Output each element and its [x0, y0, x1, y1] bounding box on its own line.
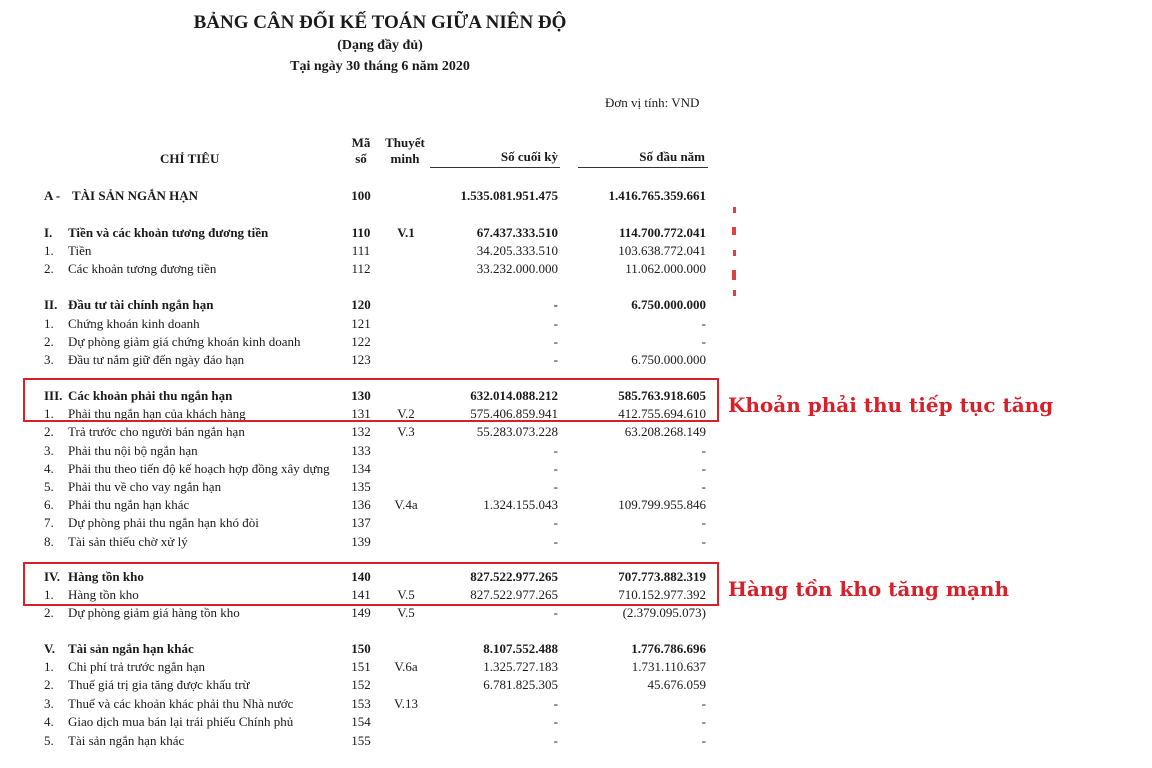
inventory-annotation: Hàng tồn kho tăng mạnh: [728, 577, 1010, 601]
row-value-end: -: [553, 696, 558, 711]
row-number: 7.: [44, 515, 54, 530]
row-code: 111: [351, 243, 371, 258]
row-value-start: 710.152.977.392: [618, 587, 706, 602]
row-value-start: -: [701, 733, 706, 748]
row-value-start: -: [701, 316, 706, 331]
row-label: Dự phòng giảm giá chứng khoán kinh doanh: [68, 334, 301, 349]
row-number: I.: [44, 225, 53, 240]
stamp-mark: [730, 205, 740, 305]
row-code: 154: [351, 714, 371, 729]
row-code: 155: [351, 733, 371, 748]
row-code: 149: [351, 605, 371, 620]
row-value-end: 8.107.552.488: [483, 641, 558, 656]
row-value-start: -: [701, 696, 706, 711]
row-note: V.6a: [394, 659, 418, 674]
row-number: 3.: [44, 352, 54, 367]
row-code: 110: [351, 225, 371, 240]
row-value-end: 6.781.825.305: [483, 677, 558, 692]
row-number: 2.: [44, 261, 54, 276]
row-code: 139: [351, 534, 371, 549]
row-label: Phải thu ngắn hạn của khách hàng: [68, 406, 246, 421]
row-value-end: 827.522.977.265: [470, 569, 558, 584]
row-number: 1.: [44, 659, 54, 674]
row-label: Thuế và các khoản khác phải thu Nhà nước: [68, 696, 294, 711]
row-value-start: 412.755.694.610: [618, 406, 706, 421]
row-number: 4.: [44, 461, 54, 476]
header-thuyet-minh-line1: Thuyết: [385, 135, 425, 150]
row-value-end: -: [553, 443, 558, 458]
unit-label: Đơn vị tính: VND: [605, 95, 700, 110]
row-value-end: -: [553, 714, 558, 729]
row-code: 136: [351, 497, 371, 512]
doc-title: BẢNG CÂN ĐỐI KẾ TOÁN GIỮA NIÊN ĐỘ: [193, 12, 567, 33]
row-number: 1.: [44, 587, 54, 602]
row-label: Tài sản thiếu chờ xử lý: [68, 534, 188, 549]
row-value-start: (2.379.095.073): [622, 605, 706, 620]
header-chi-tieu: CHỈ TIÊU: [160, 151, 220, 166]
row-note: V.1: [397, 225, 415, 240]
header-so-dau-nam: Số đầu năm: [639, 149, 705, 164]
row-number: 2.: [44, 334, 54, 349]
header-rule-end: [430, 167, 560, 168]
row-value-start: -: [701, 515, 706, 530]
row-value-start: -: [701, 461, 706, 476]
row-number: 2.: [44, 605, 54, 620]
doc-date: Tại ngày 30 tháng 6 năm 2020: [290, 59, 470, 74]
row-label: Hàng tồn kho: [68, 587, 139, 602]
row-value-end: 55.283.073.228: [476, 424, 558, 439]
row-label: Trả trước cho người bán ngắn hạn: [68, 424, 245, 439]
row-note: V.13: [394, 696, 418, 711]
row-label: Đầu tư tài chính ngắn hạn: [68, 297, 214, 312]
row-number: 8.: [44, 534, 54, 549]
row-value-end: -: [553, 461, 558, 476]
row-value-end: -: [553, 534, 558, 549]
row-number: V.: [44, 641, 55, 656]
row-label: Phải thu ngắn hạn khác: [68, 497, 190, 512]
row-note: V.5: [397, 605, 415, 620]
row-code: 100: [351, 188, 371, 203]
row-value-start: -: [701, 534, 706, 549]
row-label: TÀI SẢN NGẮN HẠN: [72, 188, 199, 203]
row-code: 152: [351, 677, 371, 692]
row-label: Tiền và các khoản tương đương tiền: [68, 225, 269, 240]
row-note: V.4a: [394, 497, 418, 512]
row-label: Tiền: [68, 243, 92, 258]
row-code: 141: [351, 587, 371, 602]
row-value-end: -: [553, 733, 558, 748]
row-value-end: -: [553, 515, 558, 530]
row-code: 153: [351, 696, 371, 711]
row-value-end: -: [553, 334, 558, 349]
row-value-end: 632.014.088.212: [470, 388, 558, 403]
row-value-start: 103.638.772.041: [618, 243, 706, 258]
row-number: 1.: [44, 406, 54, 421]
row-label: Các khoản tương đương tiền: [68, 261, 217, 276]
row-label: Tài sản ngắn hạn khác: [68, 641, 194, 656]
row-value-end: 827.522.977.265: [470, 587, 558, 602]
row-value-start: 45.676.059: [647, 677, 706, 692]
row-code: 137: [351, 515, 371, 530]
row-number: 3.: [44, 443, 54, 458]
row-number: 4.: [44, 714, 54, 729]
row-code: 132: [351, 424, 371, 439]
doc-subtitle: (Dạng đầy đủ): [337, 38, 423, 53]
receivables-annotation: Khoản phải thu tiếp tục tăng: [728, 393, 1054, 417]
row-label: Thuế giá trị gia tăng được khấu trừ: [68, 677, 250, 692]
row-code: 120: [351, 297, 371, 312]
row-number: 2.: [44, 424, 54, 439]
row-number: II.: [44, 297, 58, 312]
row-number: 1.: [44, 243, 54, 258]
row-label: Phải thu về cho vay ngắn hạn: [68, 479, 222, 494]
row-value-end: -: [553, 352, 558, 367]
row-code: 131: [351, 406, 371, 421]
row-value-end: -: [553, 297, 558, 312]
row-value-start: 1.731.110.637: [631, 659, 706, 674]
row-label: Giao dịch mua bán lại trái phiếu Chính phủ: [68, 714, 294, 729]
row-code: 121: [351, 316, 371, 331]
row-number: 3.: [44, 696, 54, 711]
row-value-end: 575.406.859.941: [470, 406, 558, 421]
row-value-end: -: [553, 316, 558, 331]
row-value-start: -: [701, 443, 706, 458]
row-value-end: -: [553, 479, 558, 494]
row-value-start: 63.208.268.149: [624, 424, 706, 439]
row-value-start: 6.750.000.000: [631, 352, 706, 367]
row-note: V.2: [397, 406, 415, 421]
row-number: III.: [44, 388, 63, 403]
inventory-highlight-box: [23, 562, 719, 606]
row-number: IV.: [44, 569, 61, 584]
header-thuyet-minh-line2: minh: [390, 151, 420, 166]
row-number: 1.: [44, 316, 54, 331]
row-note: V.3: [397, 424, 415, 439]
row-label: Dự phòng phải thu ngắn hạn khó đòi: [68, 515, 259, 530]
header-ma-so-line2: số: [355, 151, 367, 166]
row-label: Phải thu nội bộ ngắn hạn: [68, 443, 198, 458]
row-code: 135: [351, 479, 371, 494]
row-value-end: 67.437.333.510: [476, 225, 558, 240]
row-label: Tài sản ngắn hạn khác: [68, 733, 185, 748]
row-value-start: 585.763.918.605: [618, 388, 706, 403]
row-label: Dự phòng giảm giá hàng tồn kho: [68, 605, 240, 620]
row-number: 6.: [44, 497, 54, 512]
row-code: 123: [351, 352, 371, 367]
row-code: 134: [351, 461, 371, 476]
row-value-start: -: [701, 334, 706, 349]
row-value-start: 109.799.955.846: [618, 497, 706, 512]
row-value-end: 33.232.000.000: [476, 261, 558, 276]
row-note: V.5: [397, 587, 415, 602]
row-value-start: 1.776.786.696: [631, 641, 706, 656]
row-code: 151: [351, 659, 371, 674]
row-value-end: 1.535.081.951.475: [460, 188, 558, 203]
row-value-start: 1.416.765.359.661: [608, 188, 706, 203]
header-rule-start: [578, 167, 708, 168]
row-label: Phải thu theo tiến độ kế hoạch hợp đồng xây dựng: [68, 461, 330, 476]
row-number: A -: [44, 188, 61, 203]
row-label: Hàng tồn kho: [68, 569, 144, 584]
row-label: Chứng khoán kinh doanh: [68, 316, 200, 331]
row-code: 122: [351, 334, 371, 349]
row-code: 150: [351, 641, 371, 656]
receivables-highlight-box: [23, 378, 719, 422]
row-code: 130: [351, 388, 371, 403]
row-number: 5.: [44, 733, 54, 748]
row-label: Các khoản phải thu ngắn hạn: [68, 388, 233, 403]
row-value-start: -: [701, 714, 706, 729]
row-value-start: 707.773.882.319: [618, 569, 706, 584]
row-code: 133: [351, 443, 371, 458]
row-value-start: 114.700.772.041: [618, 225, 706, 240]
row-code: 140: [351, 569, 371, 584]
row-code: 112: [351, 261, 371, 276]
row-value-start: 6.750.000.000: [631, 297, 706, 312]
row-value-start: 11.062.000.000: [625, 261, 706, 276]
row-label: Chi phí trả trước ngắn hạn: [68, 659, 206, 674]
row-value-end: 1.324.155.043: [483, 497, 558, 512]
row-number: 2.: [44, 677, 54, 692]
row-value-end: 34.205.333.510: [476, 243, 558, 258]
row-label: Đầu tư nắm giữ đến ngày đáo hạn: [68, 352, 245, 367]
header-so-cuoi-ky: Số cuối kỳ: [500, 149, 558, 164]
row-value-end: -: [553, 605, 558, 620]
row-value-start: -: [701, 479, 706, 494]
row-value-end: 1.325.727.183: [483, 659, 558, 674]
header-ma-so-line1: Mã: [351, 135, 371, 150]
row-number: 5.: [44, 479, 54, 494]
